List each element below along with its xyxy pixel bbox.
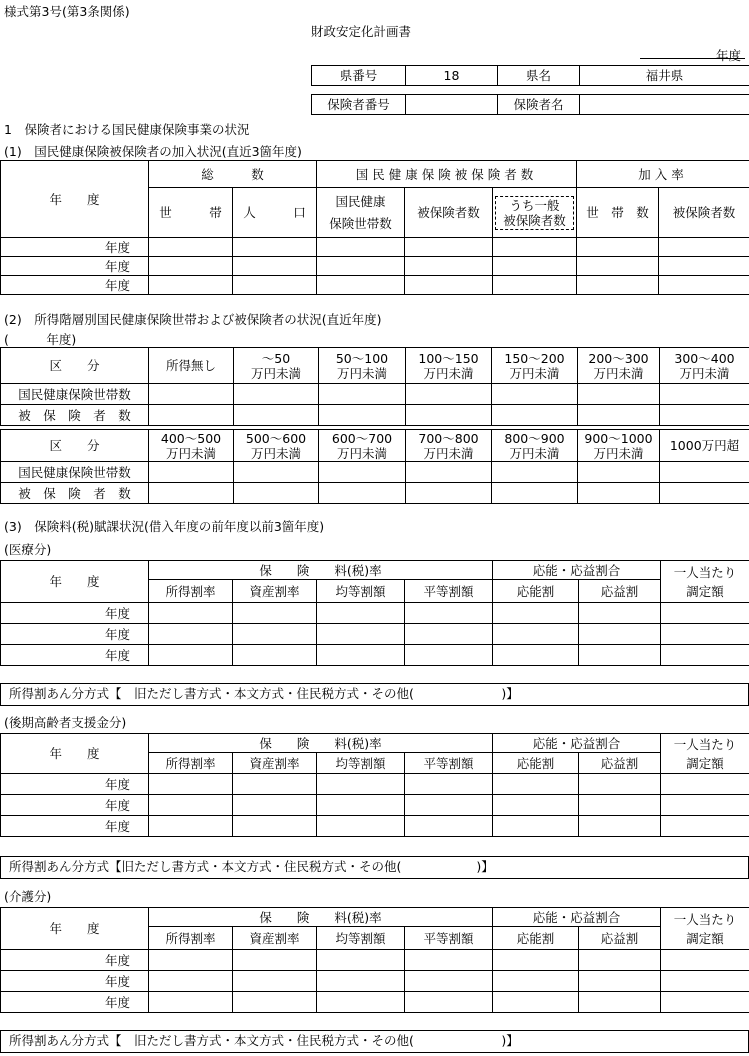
ability-header: 応能割 bbox=[493, 753, 579, 774]
s2-cell[interactable] bbox=[578, 462, 660, 483]
care-cell[interactable] bbox=[661, 971, 749, 992]
s1-row-label: 年度 bbox=[1, 257, 149, 276]
s2-bracket-l2: 万円未満 bbox=[336, 445, 387, 461]
income-rate-header: 所得割率 bbox=[149, 580, 233, 603]
elderly-cell[interactable] bbox=[579, 774, 661, 795]
care-cell[interactable] bbox=[317, 992, 405, 1013]
care-per-person bbox=[661, 908, 749, 950]
s2-bracket-l2: 万円未満 bbox=[593, 365, 644, 381]
s2-cell[interactable] bbox=[492, 384, 578, 405]
s3-title: (3) 保険料(税)賦課状況(借入年度の前年度以前3箇年度) bbox=[4, 519, 325, 534]
elderly-label: (後期高齢者支援金分) bbox=[4, 715, 127, 730]
medical-cell[interactable] bbox=[233, 624, 317, 645]
care-cell[interactable] bbox=[579, 950, 661, 971]
medical-cell[interactable] bbox=[149, 624, 233, 645]
care-method-line: 所得割あん分方式【 旧ただし書方式・本文方式・住民税方式・その他( )】 bbox=[0, 1030, 749, 1053]
medical-table bbox=[0, 560, 749, 666]
s1-cell[interactable] bbox=[577, 276, 659, 295]
care-cell[interactable] bbox=[493, 971, 579, 992]
s1-general-insured bbox=[493, 188, 577, 238]
elderly-cell[interactable] bbox=[317, 774, 405, 795]
elderly-cell[interactable] bbox=[661, 774, 749, 795]
asset-rate-header: 資産割率 bbox=[233, 753, 317, 774]
s2-bracket-l2: 万円未満 bbox=[509, 365, 560, 381]
s2-cell[interactable] bbox=[578, 405, 660, 426]
form-number: 様式第3号(第3条関係) bbox=[4, 4, 130, 19]
s2-row-households: 国民健康保険世帯数 bbox=[1, 384, 149, 405]
s2-cell[interactable] bbox=[406, 462, 492, 483]
care-label: (介護分) bbox=[4, 889, 52, 904]
care-cell[interactable] bbox=[317, 971, 405, 992]
s2-bracket-l1: 300～400 bbox=[674, 350, 735, 366]
care-year-header: 年 度 bbox=[1, 908, 149, 950]
medical-cell[interactable] bbox=[405, 645, 493, 666]
s1-rate-households: 世 帯 数 bbox=[577, 188, 659, 238]
s2-title: (2) 所得階層別国民健康保険世帯および被保険者の状況(直近年度) bbox=[4, 312, 382, 327]
elderly-premium-header: 保 険 料(税)率 bbox=[149, 734, 493, 753]
elderly-method-line: 所得割あん分方式【旧ただし書方式・本文方式・住民税方式・その他( )】 bbox=[0, 856, 749, 879]
medical-per-person bbox=[661, 561, 749, 603]
s1-cell[interactable] bbox=[149, 257, 233, 276]
medical-cell[interactable] bbox=[233, 603, 317, 624]
s2-cell[interactable] bbox=[149, 462, 234, 483]
per-capita-header: 均等割額 bbox=[317, 753, 405, 774]
medical-cell[interactable] bbox=[317, 603, 405, 624]
s2-cell[interactable] bbox=[234, 405, 319, 426]
medical-cell[interactable] bbox=[661, 645, 749, 666]
document-title: 財政安定化計画書 bbox=[311, 24, 412, 39]
s2-cell[interactable] bbox=[660, 405, 749, 426]
section1-title: 1 保険者における国民健康保険事業の状況 bbox=[4, 122, 250, 137]
s2-cell[interactable] bbox=[578, 384, 660, 405]
flat-header: 平等割額 bbox=[405, 580, 493, 603]
s1-cell[interactable] bbox=[317, 257, 405, 276]
s2-category: 区 分 bbox=[1, 348, 149, 384]
s1-insured-persons: 被保険者数 bbox=[405, 188, 493, 238]
s1-cell[interactable] bbox=[493, 276, 577, 295]
elderly-cell[interactable] bbox=[233, 774, 317, 795]
s2-bracket bbox=[578, 348, 660, 384]
enrollment-table bbox=[0, 160, 749, 295]
s2-cell[interactable] bbox=[319, 483, 406, 504]
prefecture-table bbox=[311, 65, 749, 86]
s2-bracket-l2: 万円未満 bbox=[250, 445, 301, 461]
s1-total-header: 総 数 bbox=[149, 161, 317, 188]
s2-bracket-l1: 150～200 bbox=[504, 350, 565, 366]
s1-rate-insured: 被保険者数 bbox=[659, 188, 749, 238]
insurer-name-label: 保険者名 bbox=[498, 95, 580, 115]
s2-bracket bbox=[319, 430, 406, 462]
care-cell[interactable] bbox=[405, 971, 493, 992]
s2-bracket bbox=[578, 430, 660, 462]
s1-cell[interactable] bbox=[577, 257, 659, 276]
care-premium-header: 保 険 料(税)率 bbox=[149, 908, 493, 927]
care-row-label: 年度 bbox=[1, 971, 149, 992]
s2-row-households: 国民健康保険世帯数 bbox=[1, 462, 149, 483]
ability-header: 応能割 bbox=[493, 927, 579, 950]
s1-general-line2: 被保険者数 bbox=[503, 212, 566, 228]
insurer-number-input[interactable] bbox=[406, 95, 498, 115]
elderly-cell[interactable] bbox=[661, 795, 749, 816]
care-cell[interactable] bbox=[233, 992, 317, 1013]
per-person-line1: 一人当たり bbox=[673, 911, 737, 927]
medical-cell[interactable] bbox=[149, 603, 233, 624]
s1-row-label: 年度 bbox=[1, 238, 149, 257]
medical-label: (医療分) bbox=[4, 542, 52, 557]
elderly-year-header: 年 度 bbox=[1, 734, 149, 774]
s2-bracket bbox=[149, 348, 234, 384]
s1-cell[interactable] bbox=[659, 276, 749, 295]
medical-cell[interactable] bbox=[405, 624, 493, 645]
s2-bracket bbox=[406, 430, 492, 462]
s2-cell[interactable] bbox=[319, 405, 406, 426]
s2-bracket-l2: 万円未満 bbox=[593, 445, 644, 461]
s2-bracket bbox=[149, 430, 234, 462]
s1-cell[interactable] bbox=[405, 238, 493, 257]
s2-row-insured: 被 保 険 者 数 bbox=[1, 483, 149, 504]
s2-cell[interactable] bbox=[149, 384, 234, 405]
medical-ability-header: 応能・応益割合 bbox=[493, 561, 661, 580]
medical-cell[interactable] bbox=[493, 603, 579, 624]
s2-bracket bbox=[660, 430, 749, 462]
s2-cell[interactable] bbox=[319, 384, 406, 405]
elderly-cell[interactable] bbox=[317, 816, 405, 837]
s1-cell[interactable] bbox=[233, 276, 317, 295]
s1-cell[interactable] bbox=[493, 257, 577, 276]
pref-number-value[interactable]: 18 bbox=[406, 66, 498, 86]
elderly-cell[interactable] bbox=[149, 816, 233, 837]
s1-rate-header: 加入率 bbox=[577, 161, 749, 188]
care-cell[interactable] bbox=[405, 992, 493, 1013]
s2-bracket-l1: 50～100 bbox=[335, 350, 389, 366]
s2-cell[interactable] bbox=[492, 462, 578, 483]
elderly-table bbox=[0, 733, 749, 837]
medical-cell[interactable] bbox=[579, 624, 661, 645]
s2-cell[interactable] bbox=[492, 483, 578, 504]
s1-cell[interactable] bbox=[233, 257, 317, 276]
insurer-number-label: 保険者番号 bbox=[312, 95, 406, 115]
care-cell[interactable] bbox=[579, 971, 661, 992]
medical-cell[interactable] bbox=[493, 624, 579, 645]
elderly-row-label: 年度 bbox=[1, 795, 149, 816]
care-cell[interactable] bbox=[233, 950, 317, 971]
year-label: 年度 bbox=[716, 48, 742, 63]
s2-bracket bbox=[234, 430, 319, 462]
medical-cell[interactable] bbox=[405, 603, 493, 624]
elderly-cell[interactable] bbox=[579, 795, 661, 816]
s2-bracket-l1: 900～1000 bbox=[584, 430, 653, 446]
s2-bracket bbox=[660, 348, 749, 384]
medical-premium-header: 保 険 料(税)率 bbox=[149, 561, 493, 580]
elderly-row-label: 年度 bbox=[1, 774, 149, 795]
elderly-cell[interactable] bbox=[661, 816, 749, 837]
asset-rate-header: 資産割率 bbox=[233, 580, 317, 603]
s1-cell[interactable] bbox=[149, 238, 233, 257]
s2-category: 区 分 bbox=[1, 430, 149, 462]
s2-bracket-l1: 500～600 bbox=[245, 430, 307, 446]
medical-row-label: 年度 bbox=[1, 603, 149, 624]
pref-name-value[interactable]: 福井県 bbox=[580, 66, 749, 86]
asset-rate-header: 資産割率 bbox=[233, 927, 317, 950]
s2-bracket-l2: 万円未満 bbox=[509, 445, 560, 461]
income-bracket-table bbox=[0, 347, 749, 504]
flat-header: 平等割額 bbox=[405, 927, 493, 950]
s1-cell[interactable] bbox=[577, 238, 659, 257]
care-cell[interactable] bbox=[149, 950, 233, 971]
ability-header: 応能割 bbox=[493, 580, 579, 603]
s2-bracket-l2: 万円未満 bbox=[423, 445, 474, 461]
elderly-cell[interactable] bbox=[317, 795, 405, 816]
medical-row-label: 年度 bbox=[1, 624, 149, 645]
s2-bracket-l2: 万円未満 bbox=[165, 445, 216, 461]
s2-bracket bbox=[492, 348, 578, 384]
s2-cell[interactable] bbox=[406, 405, 492, 426]
s2-cell[interactable] bbox=[234, 462, 319, 483]
per-person-line2: 調定額 bbox=[686, 755, 724, 771]
medical-cell[interactable] bbox=[317, 624, 405, 645]
s1-cell[interactable] bbox=[317, 238, 405, 257]
care-cell[interactable] bbox=[661, 950, 749, 971]
s1-cell[interactable] bbox=[493, 238, 577, 257]
s2-bracket-l1: 100～150 bbox=[418, 350, 479, 366]
care-cell[interactable] bbox=[317, 950, 405, 971]
s2-row-insured: 被 保 険 者 数 bbox=[1, 405, 149, 426]
s1-cell[interactable] bbox=[317, 276, 405, 295]
s1-cell[interactable] bbox=[659, 238, 749, 257]
s2-cell[interactable] bbox=[492, 405, 578, 426]
elderly-cell[interactable] bbox=[405, 816, 493, 837]
medical-row-label: 年度 bbox=[1, 645, 149, 666]
elderly-cell[interactable] bbox=[493, 774, 579, 795]
medical-cell[interactable] bbox=[579, 603, 661, 624]
s1-cell[interactable] bbox=[149, 276, 233, 295]
care-row-label: 年度 bbox=[1, 992, 149, 1013]
s2-bracket-l2: 万円未満 bbox=[679, 365, 730, 381]
elderly-cell[interactable] bbox=[405, 795, 493, 816]
medical-cell[interactable] bbox=[493, 645, 579, 666]
s2-cell[interactable] bbox=[578, 483, 660, 504]
medical-cell[interactable] bbox=[149, 645, 233, 666]
pref-number-label: 県番号 bbox=[312, 66, 406, 86]
s2-cell[interactable] bbox=[149, 483, 234, 504]
medical-cell[interactable] bbox=[233, 645, 317, 666]
s2-bracket-l1: 700～800 bbox=[418, 430, 479, 446]
elderly-cell[interactable] bbox=[579, 816, 661, 837]
s2-cell[interactable] bbox=[660, 483, 749, 504]
s2-bracket bbox=[406, 348, 492, 384]
care-cell[interactable] bbox=[579, 992, 661, 1013]
s2-bracket-l1: 400～500 bbox=[160, 430, 222, 446]
s2-cell[interactable] bbox=[319, 462, 406, 483]
flat-header: 平等割額 bbox=[405, 753, 493, 774]
s2-cell[interactable] bbox=[149, 405, 234, 426]
s2-bracket-l1: 200～300 bbox=[588, 350, 649, 366]
elderly-cell[interactable] bbox=[149, 774, 233, 795]
elderly-cell[interactable] bbox=[233, 816, 317, 837]
benefit-header: 応益割 bbox=[579, 927, 661, 950]
s1-nhi-households-line2: 保険世帯数 bbox=[329, 215, 392, 231]
s2-cell[interactable] bbox=[406, 384, 492, 405]
medical-cell[interactable] bbox=[579, 645, 661, 666]
care-cell[interactable] bbox=[661, 992, 749, 1013]
s1-population: 人 口 bbox=[233, 188, 317, 238]
s1-nhi-households-line1: 国民健康 bbox=[335, 193, 386, 209]
s1-year-header: 年 度 bbox=[1, 161, 149, 238]
s1-cell[interactable] bbox=[659, 257, 749, 276]
care-cell[interactable] bbox=[493, 992, 579, 1013]
care-cell[interactable] bbox=[233, 971, 317, 992]
care-cell[interactable] bbox=[493, 950, 579, 971]
care-row-label: 年度 bbox=[1, 950, 149, 971]
care-table bbox=[0, 907, 749, 1013]
medical-cell[interactable] bbox=[661, 624, 749, 645]
income-rate-header: 所得割率 bbox=[149, 753, 233, 774]
s2-bracket-l2: 万円未満 bbox=[250, 365, 301, 381]
s2-bracket-l1: 所得無し bbox=[165, 358, 216, 373]
per-person-line2: 調定額 bbox=[686, 583, 724, 599]
s2-cell[interactable] bbox=[660, 462, 749, 483]
s1-households: 世 帯 bbox=[149, 188, 233, 238]
elderly-cell[interactable] bbox=[405, 774, 493, 795]
s2-bracket-l2: 万円未満 bbox=[423, 365, 474, 381]
s1-cell[interactable] bbox=[233, 238, 317, 257]
per-person-line1: 一人当たり bbox=[673, 736, 737, 752]
s2-cell[interactable] bbox=[406, 483, 492, 504]
insurer-table bbox=[311, 94, 749, 115]
s2-bracket bbox=[319, 348, 406, 384]
s2-cell[interactable] bbox=[234, 483, 319, 504]
s1-general-line1: うち一般 bbox=[509, 197, 560, 213]
s2-bracket bbox=[234, 348, 319, 384]
care-cell[interactable] bbox=[149, 971, 233, 992]
s1-cell[interactable] bbox=[405, 257, 493, 276]
medical-year-header: 年 度 bbox=[1, 561, 149, 603]
per-person-line2: 調定額 bbox=[686, 930, 724, 946]
care-cell[interactable] bbox=[405, 950, 493, 971]
s2-bracket bbox=[492, 430, 578, 462]
s2-cell[interactable] bbox=[234, 384, 319, 405]
s1-cell[interactable] bbox=[405, 276, 493, 295]
elderly-per-person bbox=[661, 734, 749, 774]
medical-method-line: 所得割あん分方式【 旧ただし書方式・本文方式・住民税方式・その他( )】 bbox=[0, 683, 749, 706]
elderly-cell[interactable] bbox=[233, 795, 317, 816]
elderly-cell[interactable] bbox=[493, 816, 579, 837]
per-capita-header: 均等割額 bbox=[317, 927, 405, 950]
s2-year-line: ( 年度) bbox=[4, 332, 77, 347]
per-person-line1: 一人当たり bbox=[673, 564, 737, 580]
s1-insured-header: 国民健康保険被保険者数 bbox=[317, 161, 577, 188]
care-cell[interactable] bbox=[149, 992, 233, 1013]
s2-bracket-l1: 800～900 bbox=[504, 430, 565, 446]
elderly-cell[interactable] bbox=[493, 795, 579, 816]
income-rate-header: 所得割率 bbox=[149, 927, 233, 950]
medical-cell[interactable] bbox=[661, 603, 749, 624]
s2-cell[interactable] bbox=[660, 384, 749, 405]
s1-title: (1) 国民健康保険被保険者の加入状況(直近3箇年度) bbox=[4, 144, 302, 159]
s1-row-label: 年度 bbox=[1, 276, 149, 295]
elderly-ability-header: 応能・応益割合 bbox=[493, 734, 661, 753]
medical-cell[interactable] bbox=[317, 645, 405, 666]
care-ability-header: 応能・応益割合 bbox=[493, 908, 661, 927]
elderly-row-label: 年度 bbox=[1, 816, 149, 837]
per-capita-header: 均等割額 bbox=[317, 580, 405, 603]
s2-bracket-l1: ～50 bbox=[261, 350, 291, 366]
insurer-name-input[interactable] bbox=[580, 95, 749, 115]
s1-nhi-households bbox=[317, 188, 405, 238]
benefit-header: 応益割 bbox=[579, 753, 661, 774]
pref-name-label: 県名 bbox=[498, 66, 580, 86]
s2-bracket-l1: 600～700 bbox=[331, 430, 393, 446]
benefit-header: 応益割 bbox=[579, 580, 661, 603]
s2-bracket-l1: 1000万円超 bbox=[669, 438, 740, 453]
s2-bracket-l2: 万円未満 bbox=[336, 365, 387, 381]
elderly-cell[interactable] bbox=[149, 795, 233, 816]
